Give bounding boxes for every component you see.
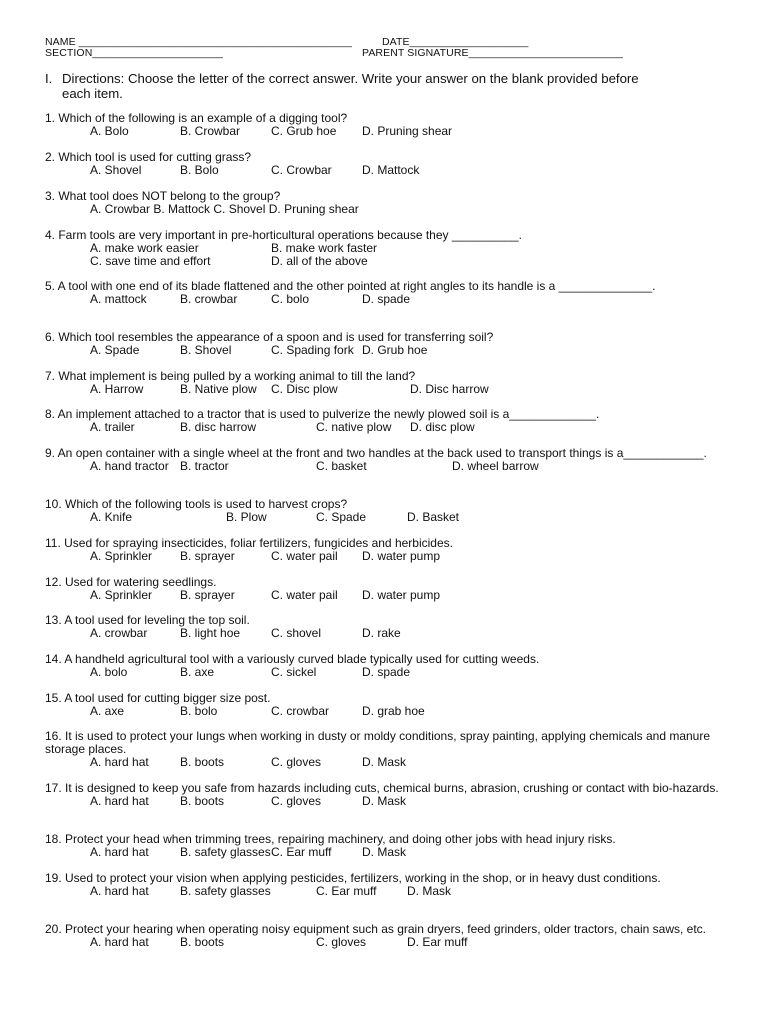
answer-option: A. bolo <box>90 664 128 679</box>
question-stem: 16. It is used to protect your lungs when working in dusty or moldy conditions, spray painting, applying chemicals and manure storage places. <box>45 729 711 756</box>
options-row <box>45 885 720 898</box>
answer-option: D. Mask <box>407 883 452 898</box>
answer-option: D. water pump <box>362 548 441 563</box>
answer-option: C. shovel <box>271 625 322 640</box>
options-row <box>45 293 720 306</box>
answer-option: A. hard hat <box>90 883 149 898</box>
answer-option: B. tractor <box>180 458 229 473</box>
answer-option: B. Bolo <box>180 162 219 177</box>
question-item <box>45 833 720 859</box>
answer-option: D. Mask <box>362 754 407 769</box>
question-item <box>45 498 720 524</box>
answer-option: C. save time and effort <box>90 253 211 268</box>
question-stem: 12. Used for watering seedlings. <box>45 575 217 589</box>
answer-option: A. Crowbar B. Mattock C. Shovel D. Pruning shear <box>90 201 359 216</box>
question-item <box>45 280 720 306</box>
answer-option: D. spade <box>362 664 411 679</box>
question-item <box>45 537 720 563</box>
options-row <box>45 627 720 640</box>
answer-option: C. water pail <box>271 587 338 602</box>
answer-option: A. axe <box>90 703 125 718</box>
answer-option: C. basket <box>316 458 367 473</box>
answer-option: C. Spade <box>316 509 367 524</box>
question-item <box>45 229 720 268</box>
answer-option: A. crowbar <box>90 625 148 640</box>
answer-option: C. Disc plow <box>271 381 338 396</box>
question-item <box>45 872 720 898</box>
answer-option: D. Mattock <box>362 162 420 177</box>
answer-option: B. make work faster <box>271 240 378 255</box>
options-row <box>45 421 720 434</box>
answer-option: A. Shovel <box>90 162 142 177</box>
answer-option: D. Ear muff <box>407 934 468 949</box>
answer-option: A. hard hat <box>90 793 149 808</box>
options-row <box>45 589 720 602</box>
answer-option: D. Disc harrow <box>410 381 489 396</box>
answer-option: D. rake <box>362 625 401 640</box>
options-row <box>45 550 720 563</box>
options-row <box>45 460 720 473</box>
answer-option: C. crowbar <box>271 703 330 718</box>
answer-option: A. mattock <box>90 291 147 306</box>
question-stem: 17. It is designed to keep you safe from hazards including cuts, chemical burns, abrasion, crushing or contact with bio-hazards. <box>45 781 719 795</box>
answer-option: A. Spade <box>90 342 140 357</box>
answer-option: C. sickel <box>271 664 317 679</box>
question-item <box>45 112 720 138</box>
answer-option: D. Mask <box>362 793 407 808</box>
answer-option: B. axe <box>180 664 215 679</box>
question-stem: 6. Which tool resembles the appearance of a spoon and is used for transferring soil? <box>45 330 494 344</box>
answer-option: A. Sprinkler <box>90 587 153 602</box>
question-item <box>45 408 720 434</box>
directions-line-2: each item. <box>62 85 123 101</box>
directions <box>45 72 735 101</box>
question-stem: 19. Used to protect your vision when applying pesticides, fertilizers, working in the shop, or in heavy dust conditions. <box>45 871 661 885</box>
part-numeral: I. <box>45 71 53 86</box>
options-row <box>45 164 720 177</box>
answer-option: B. safety glasses <box>180 844 271 859</box>
answer-option: C. Crowbar <box>271 162 332 177</box>
question-item <box>45 614 720 640</box>
answer-option: C. native plow <box>316 419 392 434</box>
answer-option: B. sprayer <box>180 548 235 563</box>
answer-option: C. bolo <box>271 291 310 306</box>
question-stem: 1. Which of the following is an example of a digging tool? <box>45 111 348 125</box>
answer-option: C. Spading fork <box>271 342 354 357</box>
options-row <box>45 511 720 524</box>
answer-option: D. Grub hoe <box>362 342 428 357</box>
answer-option: D. disc plow <box>410 419 475 434</box>
options-row <box>45 936 720 949</box>
answer-option: A. Sprinkler <box>90 548 153 563</box>
date-field: DATE____________________ <box>382 36 529 48</box>
answer-option: B. Crowbar <box>180 123 241 138</box>
answer-option: D. Mask <box>362 844 407 859</box>
answer-option: A. Harrow <box>90 381 144 396</box>
question-stem: 13. A tool used for leveling the top soil. <box>45 613 250 627</box>
options-row <box>45 705 720 718</box>
answer-option: C. gloves <box>271 754 322 769</box>
question-stem: 14. A handheld agricultural tool with a variously curved blade typically used for cutting weeds. <box>45 652 540 666</box>
question-stem: 9. An open container with a single wheel at the front and two handles at the back used to transport things is a____________. <box>45 446 707 460</box>
question-stem: 20. Protect your hearing when operating noisy equipment such as grain dryers, feed grinders, older tractors, chain saws, etc. <box>45 922 707 936</box>
question-stem: 18. Protect your head when trimming trees, repairing machinery, and doing other jobs with head injury risks. <box>45 832 616 846</box>
question-item <box>45 190 720 216</box>
answer-option: C. gloves <box>316 934 367 949</box>
question-stem: 8. An implement attached to a tractor that is used to pulverize the newly plowed soil is a_____________. <box>45 407 600 421</box>
answer-option: B. crowbar <box>180 291 238 306</box>
question-item <box>45 653 720 679</box>
options-row <box>45 203 720 216</box>
section-field: SECTION______________________ <box>45 47 224 59</box>
answer-option: A. Bolo <box>90 123 129 138</box>
question-stem: 11. Used for spraying insecticides, foliar fertilizers, fungicides and herbicides. <box>45 536 453 550</box>
question-stem: 7. What implement is being pulled by a working animal to till the land? <box>45 369 416 383</box>
answer-option: C. gloves <box>271 793 322 808</box>
question-item <box>45 331 720 357</box>
answer-option: B. safety glasses <box>180 883 271 898</box>
answer-option: D. Pruning shear <box>362 123 453 138</box>
question-item <box>45 370 720 396</box>
question-item <box>45 692 720 718</box>
parent-signature-field: PARENT SIGNATURE__________________________ <box>362 47 624 59</box>
name-field: NAME ______________________________________________ <box>45 36 352 48</box>
question-item <box>45 730 720 769</box>
options-row <box>45 846 720 859</box>
answer-option: B. boots <box>180 793 225 808</box>
options-row <box>45 242 720 255</box>
answer-option: D. spade <box>362 291 411 306</box>
question-stem: 4. Farm tools are very important in pre-horticultural operations because they __________. <box>45 228 522 242</box>
question-item <box>45 782 720 808</box>
answer-option: B. disc harrow <box>180 419 257 434</box>
answer-option: B. light hoe <box>180 625 241 640</box>
options-row <box>45 255 720 268</box>
question-item <box>45 151 720 177</box>
answer-option: A. hand tractor <box>90 458 169 473</box>
answer-option: B. bolo <box>180 703 218 718</box>
answer-option: C. Ear muff <box>316 883 377 898</box>
answer-option: D. Basket <box>407 509 460 524</box>
answer-option: D. water pump <box>362 587 441 602</box>
answer-option: B. sprayer <box>180 587 235 602</box>
answer-option: D. all of the above <box>271 253 368 268</box>
answer-option: A. make work easier <box>90 240 199 255</box>
question-stem: 5. A tool with one end of its blade flattened and the other pointed at right angles to its handle is a ______________. <box>45 279 656 293</box>
options-row <box>45 344 720 357</box>
answer-option: D. grab hoe <box>362 703 425 718</box>
question-stem: 3. What tool does NOT belong to the group? <box>45 189 281 203</box>
answer-option: C. water pail <box>271 548 338 563</box>
answer-option: B. Native plow <box>180 381 257 396</box>
answer-option: B. boots <box>180 934 225 949</box>
question-item <box>45 576 720 602</box>
answer-option: B. boots <box>180 754 225 769</box>
directions-line-1: Directions: Choose the letter of the correct answer. Write your answer on the blank provided before <box>62 71 639 86</box>
options-row <box>45 795 720 808</box>
question-stem: 10. Which of the following tools is used to harvest crops? <box>45 497 348 511</box>
question-stem: 2. Which tool is used for cutting grass? <box>45 150 252 164</box>
answer-option: D. wheel barrow <box>452 458 539 473</box>
answer-option: C. Grub hoe <box>271 123 337 138</box>
question-item <box>45 447 720 473</box>
options-row <box>45 383 720 396</box>
answer-option: A. hard hat <box>90 934 149 949</box>
answer-option: B. Plow <box>226 509 267 524</box>
answer-option: A. hard hat <box>90 844 149 859</box>
answer-option: A. Knife <box>90 509 133 524</box>
answer-option: C. Ear muff <box>271 844 332 859</box>
options-row <box>45 125 720 138</box>
answer-option: A. hard hat <box>90 754 149 769</box>
question-item <box>45 923 720 949</box>
answer-option: A. trailer <box>90 419 135 434</box>
question-stem: 15. A tool used for cutting bigger size post. <box>45 691 271 705</box>
answer-option: B. Shovel <box>180 342 232 357</box>
options-row <box>45 756 720 769</box>
options-row <box>45 666 720 679</box>
